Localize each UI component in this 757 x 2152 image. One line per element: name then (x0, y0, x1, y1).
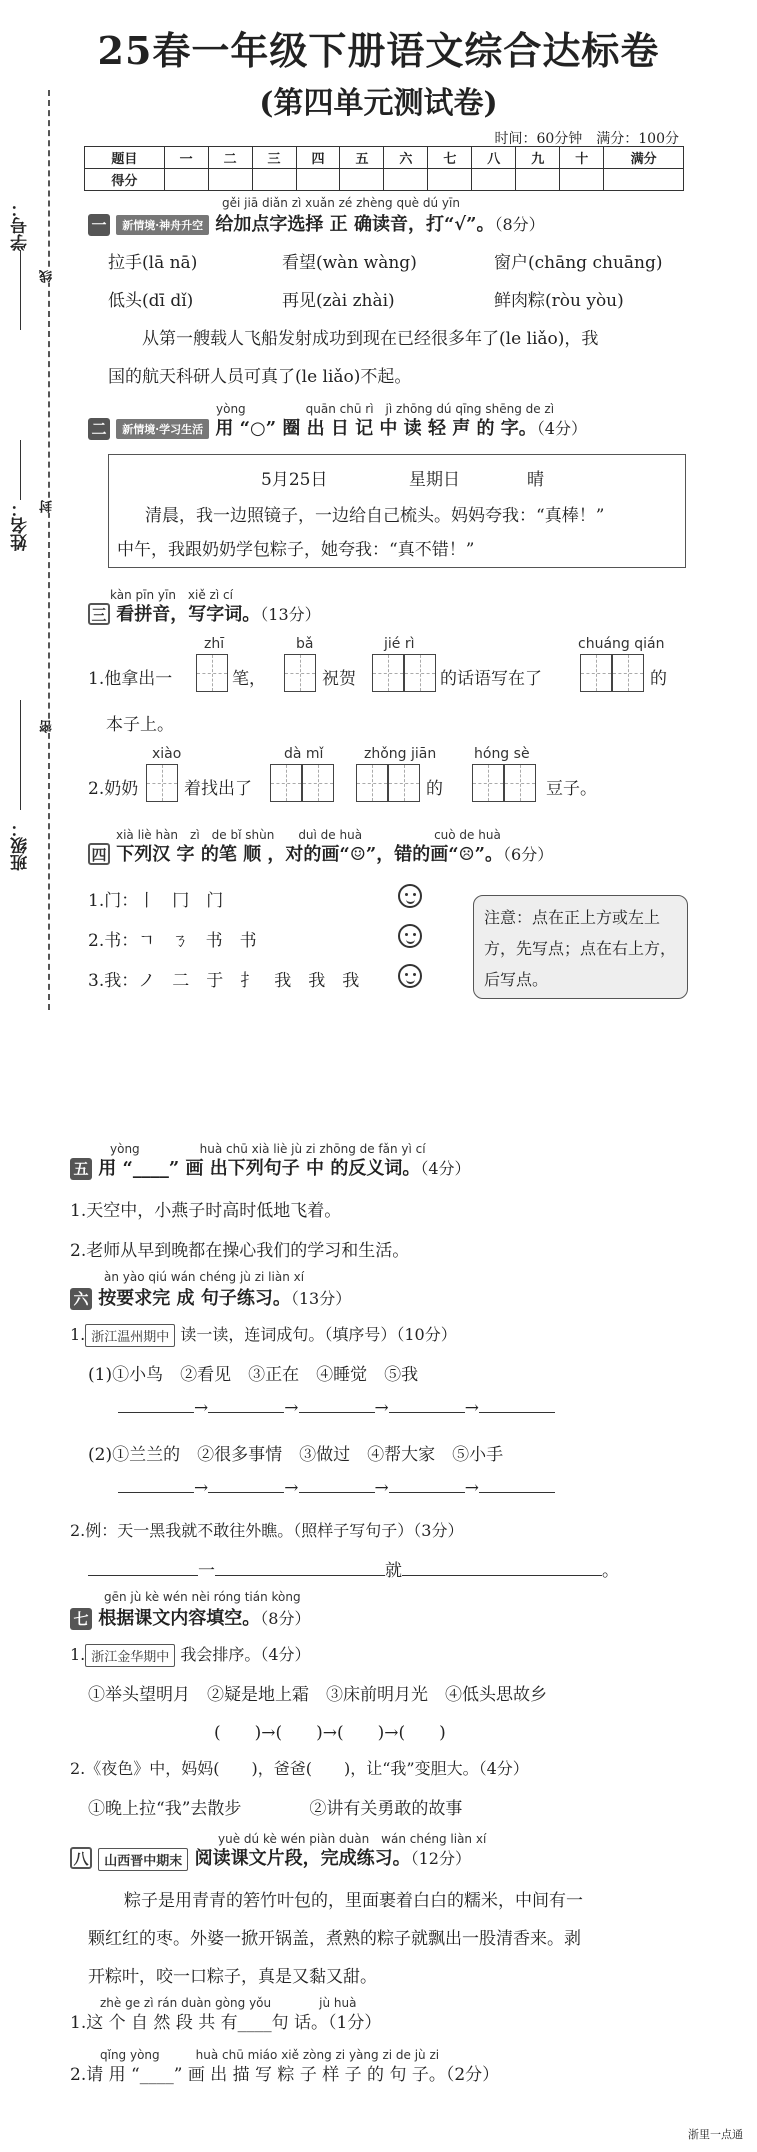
s6-q1-title: 读一读，连词成句。（填序号）（10分） (180, 1325, 457, 1344)
s8-q1[interactable]: 1.这 个 自 然 段 共 有____句 话。（1分） (70, 2013, 382, 2033)
s3-q1-text-a: 1.他拿出一 (88, 669, 173, 689)
score-cell[interactable] (208, 169, 252, 191)
s8-heading (70, 1844, 471, 1871)
s8-pinyin: yuè dú kè wén piàn duàn wán chéng liàn xí (218, 1832, 487, 1846)
s1-points: （8分） (494, 215, 545, 234)
s5-pinyin: yòng huà chū xià liè jù zi zhōng de fǎn yì cí (110, 1142, 426, 1156)
s8-points: （12分） (410, 1849, 471, 1868)
score-head-cell: 二 (208, 147, 252, 169)
score-head-cell: 三 (252, 147, 296, 169)
page-one (0, 0, 757, 1040)
binding-margin (0, 0, 70, 1040)
line-mark: 线 (40, 270, 55, 283)
s3-pinyin: kàn pīn yīn xiě zì cí (110, 588, 233, 602)
exam-meta: 时间：60分钟 满分：100分 (494, 131, 679, 147)
diary-box (108, 454, 686, 568)
footer-brand: 浙里一点通 (688, 2128, 743, 2141)
name-label: 姓名： (11, 500, 31, 551)
s3-q1-text-c: 祝贺 (322, 669, 356, 689)
score-cell[interactable] (384, 169, 428, 191)
score-cell[interactable] (516, 169, 560, 191)
writing-box[interactable] (580, 654, 612, 692)
s8-passage-line-3: 开粽叶，咬一口粽子，真是又黏又甜。 (88, 1967, 377, 1987)
s6-q1-2-answer[interactable]: → → → → (118, 1478, 555, 1498)
s7-q2[interactable]: 2.《夜色》中，妈妈( )，爸爸( )，让“我”变胆大。（4分） (70, 1759, 529, 1778)
s4-heading (88, 840, 553, 866)
s3-q1-text-e: 的 (650, 669, 667, 689)
writing-box[interactable] (270, 764, 302, 802)
writing-box[interactable] (372, 654, 404, 692)
score-cell[interactable] (472, 169, 516, 191)
s7-heading (70, 1604, 310, 1630)
score-table-row (85, 169, 684, 191)
s6-title: 按要求完 成 句子练习。 (98, 1288, 291, 1309)
s3-q1-pinyin-3: jié rì (384, 636, 415, 652)
score-head-cell: 十 (560, 147, 604, 169)
score-table (84, 146, 684, 191)
score-cell[interactable] (252, 169, 296, 191)
s8-tag: 山西晋中期末 (98, 1848, 188, 1871)
note-box: 注意：点在正上方或左上方，先写点；点在右上方，后写点。 (473, 895, 688, 999)
s5-number: 五 (70, 1158, 92, 1180)
score-head-cell: 七 (428, 147, 472, 169)
s5-q1[interactable]: 1.天空中，小燕子时高时低地飞着。 (70, 1201, 342, 1221)
writing-box[interactable] (302, 764, 334, 802)
s6-q1-heading: 1. 浙江温州期中 读一读，连词成句。（填序号）（10分） (70, 1325, 457, 1345)
s1-item-6[interactable]: 鲜肉粽(ròu yòu) (494, 291, 624, 311)
writing-box[interactable] (504, 764, 536, 802)
s8-number: 八 (70, 1847, 92, 1869)
stroke-row-3: 3.我：ノ 二 于 扌 我 我 我 (88, 971, 360, 991)
s1-item-5[interactable]: 再见(zài zhài) (282, 291, 395, 311)
score-head-cell: 五 (340, 147, 384, 169)
student-id-field[interactable] (20, 250, 21, 330)
writing-box[interactable] (146, 764, 178, 802)
s1-heading (88, 210, 545, 236)
s2-title: 用 “○” 圈 出 日 记 中 读 轻 声 的 字。 (215, 418, 537, 439)
s8-passage-line-1: 粽子是用青青的箬竹叶包的，里面裹着白白的糯米，中间有一 (124, 1891, 583, 1911)
score-cell[interactable] (604, 169, 684, 191)
s2-heading (88, 414, 587, 440)
s7-points: （8分） (260, 1609, 311, 1628)
score-head-cell: 题目 (85, 147, 165, 169)
s3-q2-text-a: 2.奶奶 (88, 779, 139, 799)
score-head-cell: 六 (384, 147, 428, 169)
smile-answer-icon[interactable] (398, 964, 422, 988)
s3-q1-pinyin-1: zhī (204, 636, 225, 652)
s6-q1-1-answer[interactable]: → → → → (118, 1398, 555, 1418)
writing-box[interactable] (196, 654, 228, 692)
diary-date: 5月25日 (261, 470, 328, 490)
score-head-cell: 满分 (604, 147, 684, 169)
s3-number: 三 (88, 603, 110, 625)
writing-box[interactable] (404, 654, 436, 692)
s8-q1-pinyin: zhè ge zì rán duàn gòng yǒu jù huà (100, 1996, 357, 2010)
s3-q2-pinyin-3: zhǒng jiān (364, 746, 437, 762)
s3-points: （13分） (260, 605, 321, 624)
score-cell[interactable] (164, 169, 208, 191)
s4-number: 四 (88, 843, 110, 865)
s7-q1-title: 我会排序。（4分） (180, 1645, 311, 1664)
s2-tag: 新情境·学习生活 (116, 419, 209, 439)
score-head-cell: 四 (296, 147, 340, 169)
s7-pinyin: gēn jù kè wén nèi róng tián kòng (104, 1590, 301, 1604)
stroke-row-1: 1.门：丨 冂 门 (88, 891, 224, 911)
s1-title: 给加点字选择 正 确读音，打“√”。 (215, 214, 495, 235)
score-cell[interactable] (560, 169, 604, 191)
s7-q1-blanks[interactable]: ( )→( )→( )→( ) (214, 1723, 446, 1743)
s1-pinyin: gěi jiā diǎn zì xuǎn zé zhèng què dú yīn (222, 196, 460, 210)
s2-points: （4分） (536, 419, 587, 438)
writing-box[interactable] (284, 654, 316, 692)
s6-number: 六 (70, 1288, 92, 1310)
s3-q1-pinyin-4: chuáng qián (578, 636, 665, 652)
s3-title: 看拼音，写字词。 (116, 604, 261, 625)
s1-paragraph-line-1[interactable]: 从第一艘载人飞船发射成功到现在已经很多年了(le liǎo)，我 (142, 329, 599, 349)
page-subtitle: (第四单元测试卷) (259, 86, 498, 121)
score-cell[interactable] (340, 169, 384, 191)
score-cell[interactable] (296, 169, 340, 191)
smile-answer-icon[interactable] (398, 924, 422, 948)
s6-heading (70, 1284, 351, 1310)
s1-item-3[interactable]: 窗户(chāng chuāng) (494, 253, 663, 273)
score-head-cell: 八 (472, 147, 516, 169)
seal-mark: 封 (40, 500, 55, 513)
s6-q1-2: (2)①兰兰的 ②很多事情 ③做过 ④帮大家 ⑤小手 (88, 1445, 504, 1465)
s3-heading (88, 600, 321, 626)
diary-line-1[interactable]: 清晨，我一边照镜子，一边给自己梳头。妈妈夸我：“真棒！” (145, 506, 605, 526)
page-title: 25春一年级下册语文综合达标卷 (97, 28, 660, 73)
s7-q2-options: ①晚上拉“我”去散步 ②讲有关勇敢的故事 (88, 1799, 463, 1819)
s3-q2-text-c: 的 (426, 779, 443, 799)
s8-title: 阅读课文片段，完成练习。 (194, 1848, 411, 1869)
class-label: 班级： (11, 820, 31, 871)
score-head-cell: 九 (516, 147, 560, 169)
score-cell[interactable] (428, 169, 472, 191)
diary-weekday: 星期日 (409, 470, 460, 490)
smile-answer-icon[interactable] (398, 884, 422, 908)
score-row-label: 得分 (85, 169, 165, 191)
s3-q1-text-d: 的话语写在了 (440, 669, 542, 689)
s3-q1-text-f: 本子上。 (106, 715, 174, 735)
s7-q1-tag: 浙江金华期中 (85, 1644, 175, 1667)
s4-pinyin: xià liè hàn zì de bǐ shùn duì de huà cuò de huà (116, 828, 501, 842)
stroke-row-2: 2.书：ㄱ ㄋ 书 书 (88, 931, 257, 951)
page-gap (0, 1040, 757, 1120)
s8-q2-pinyin: qǐng yòng huà chū miáo xiě zòng zi yàng zi de jù zi (100, 2048, 440, 2062)
s3-q2-pinyin-1: xiào (152, 746, 182, 762)
s3-q1-pinyin-2: bǎ (296, 636, 314, 652)
s6-points: （13分） (290, 1289, 352, 1308)
name-field[interactable] (20, 440, 21, 500)
writing-box[interactable] (612, 654, 644, 692)
student-id-label: 学号： (11, 200, 31, 251)
writing-box[interactable] (472, 764, 504, 802)
secret-mark: 密 (40, 720, 55, 733)
s4-points: （6分） (503, 845, 554, 864)
class-field[interactable] (20, 700, 21, 810)
s3-q2-text-d: 豆子。 (546, 779, 597, 799)
s5-title: 用 “____” 画 出下列句子 中 的反义词。 (98, 1158, 421, 1179)
s3-q2-pinyin-2: dà mǐ (284, 746, 324, 762)
writing-box[interactable] (356, 764, 388, 802)
s6-pinyin: àn yào qiú wán chéng jù zi liàn xí (104, 1270, 305, 1284)
writing-box[interactable] (388, 764, 420, 802)
s4-title: 下列汉 字 的笔 顺 ，对的画“☺”，错的画“☹”。 (116, 844, 504, 865)
s5-points: （4分） (420, 1159, 471, 1178)
cut-line (48, 90, 50, 1010)
s5-q2[interactable]: 2.老师从早到晚都在操心我们的学习和生活。 (70, 1241, 410, 1261)
s3-q2-text-b: 着找出了 (184, 779, 252, 799)
score-table-header (85, 147, 684, 169)
s6-q1-tag: 浙江温州期中 (85, 1324, 175, 1347)
s1-item-4[interactable]: 低头(dī dǐ) (108, 291, 194, 311)
s1-tag: 新情境·神舟升空 (116, 215, 209, 235)
s2-pinyin: yòng quān chū rì jì zhōng dú qīng shēng de zì (216, 402, 555, 416)
s1-paragraph-line-2[interactable]: 国的航天科研人员可真了(le liǎo)不起。 (108, 367, 412, 387)
s3-q2-pinyin-4: hóng sè (474, 746, 530, 762)
s3-q1-text-b: 笔， (232, 669, 266, 689)
s6-q2: 2.例：天一黑我就不敢往外瞧。（照样子写句子）（3分） (70, 1521, 464, 1540)
s7-title: 根据课文内容填空。 (98, 1608, 261, 1629)
s6-q2-answer[interactable]: 一 就 。 (88, 1556, 619, 1581)
s8-q2[interactable]: 2.请 用 “____” 画 出 描 写 粽 子 样 子 的 句 子。（2分） (70, 2065, 500, 2085)
s2-number: 二 (88, 418, 110, 440)
diary-weather: 晴 (527, 470, 544, 490)
s7-q1-items: ①举头望明月 ②疑是地上霜 ③床前明月光 ④低头思故乡 (88, 1685, 547, 1705)
s8-passage-line-2: 颗红红的枣。外婆一掀开锅盖，煮熟的粽子就飘出一股清香来。剥 (88, 1929, 581, 1949)
s1-item-1[interactable]: 拉手(lā nā) (108, 253, 198, 273)
s1-item-2[interactable]: 看望(wàn wàng) (282, 253, 417, 273)
s7-number: 七 (70, 1608, 92, 1630)
s1-number: 一 (88, 214, 110, 236)
diary-line-2[interactable]: 中午，我跟奶奶学包粽子，她夸我：“真不错！” (117, 540, 475, 560)
s6-q1-1: (1)①小鸟 ②看见 ③正在 ④睡觉 ⑤我 (88, 1365, 419, 1385)
score-head-cell: 一 (164, 147, 208, 169)
s7-q1-heading: 1. 浙江金华期中 我会排序。（4分） (70, 1645, 311, 1665)
s5-heading (70, 1154, 471, 1180)
